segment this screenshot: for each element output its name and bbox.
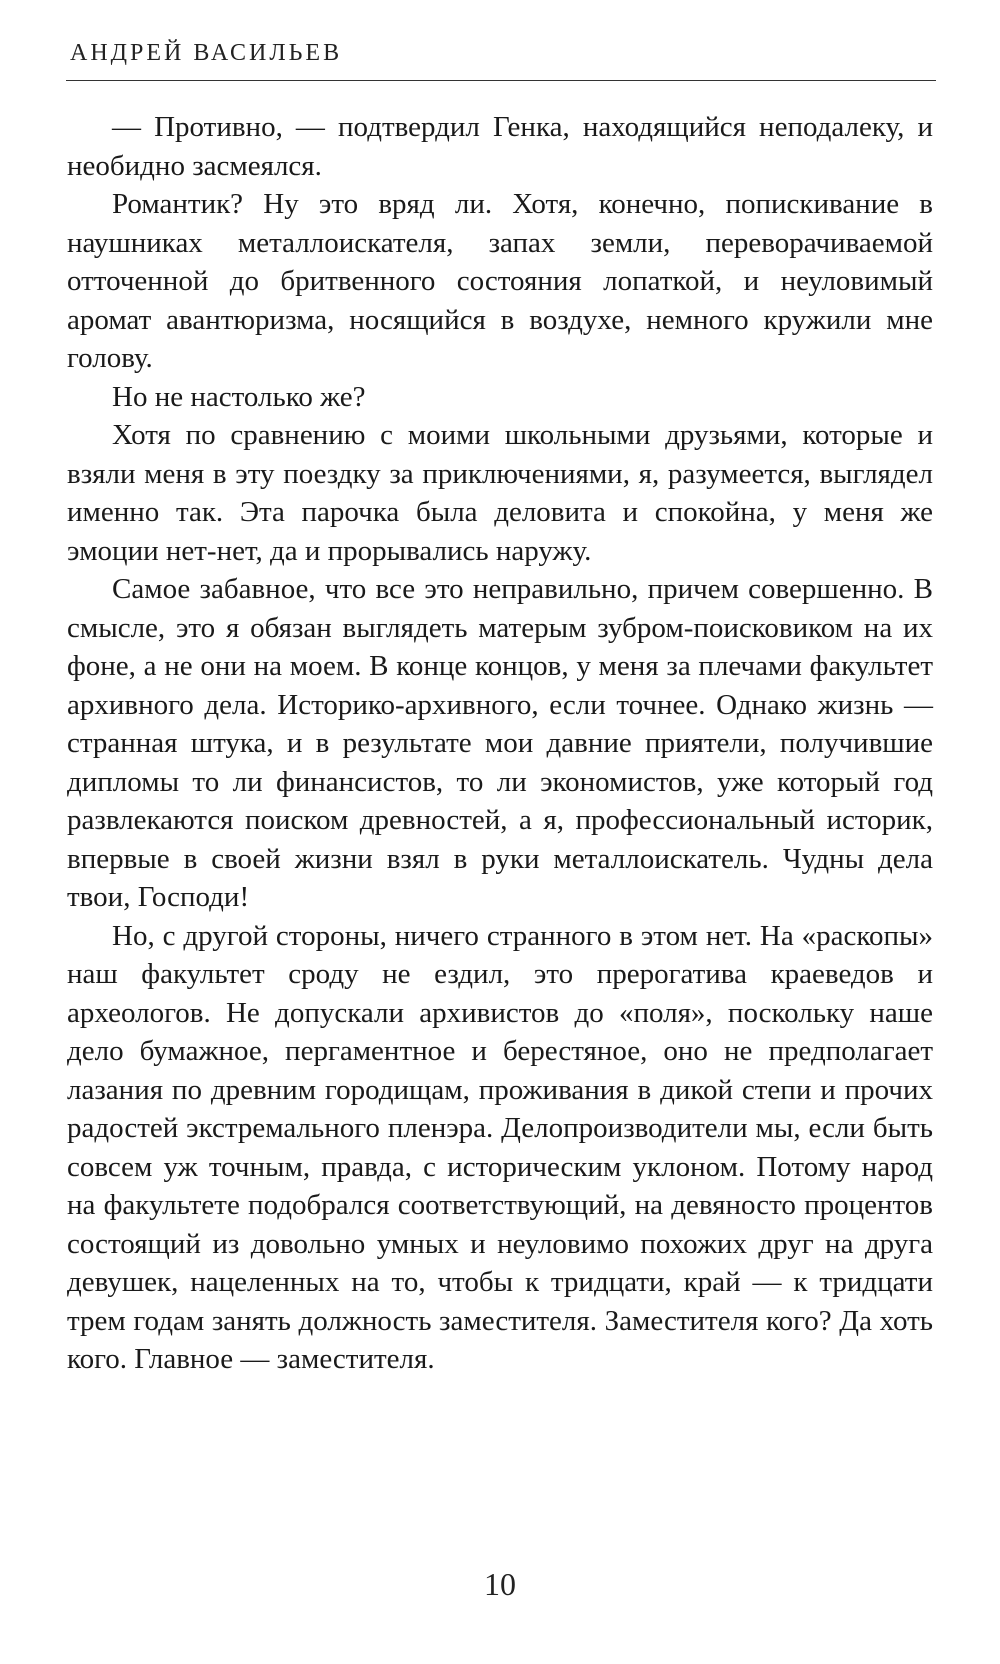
paragraph: Романтик? Ну это вряд ли. Хотя, конечно, попискивание в наушниках металлоискателя, запах земли, переворачиваемой отточенной до бритвенного состояния лопаткой, и неуловимый аромат авантюризма, носящийся в воздухе, немного кружили мне голову. (67, 188, 933, 374)
paragraph: Но не настолько же? (112, 380, 366, 413)
paragraph: Хотя по сравнению с моими школьными друзьями, которые и взяли меня в эту поездку за приключениями, я, разумеется, выглядел именно так. Эта парочка была деловита и спокойна, у меня же эмоции нет-нет, да и прорывались наружу. (67, 419, 933, 567)
paragraph: Но, с другой стороны, ничего странного в этом нет. На «раскопы» наш факультет сроду не ездил, это прерогатива краеведов и археологов. Не допускали архивистов до «поля», поскольку наше дело бумажное, пергаментное и берестяное, оно не предполагает лазания по древним городищам, проживания в дикой степи и прочих радостей экстремального пленэра. Делопроизводители мы, если быть совсем уж точным, правда, с историческим уклоном. Потому народ на факультете подобрался соответствующий, на девяносто процентов состоящий из довольно умных и неуловимо похожих друг на друга девушек, нацеленных на то, чтобы к тридцати, край — к тридцати трем годам занять должность заместителя. Заместителя кого? Да хоть кого. Главное — заместителя. (67, 919, 933, 1375)
running-head-author: АНДРЕЙ ВАСИЛЬЕВ (70, 40, 343, 66)
page-number: 10 (484, 1566, 516, 1602)
header-rule (66, 80, 936, 81)
body-text (67, 108, 933, 1379)
paragraph: — Противно, — подтвердил Генка, находящийся неподалеку, и необидно засмеялся. (67, 111, 933, 182)
paragraph: Самое забавное, что все это неправильно, причем совершенно. В смысле, это я обязан выглядеть матерым зубром-поисковиком на их фоне, а не они на моем. В конце концов, у меня за плечами факультет архивного дела. Историко-архивного, если точнее. Однако жизнь — странная штука, и в результате мои давние приятели, получившие дипломы то ли финансистов, то ли экономистов, уже который год развлекаются поиском древностей, а я, профессиональный историк, впервые в своей жизни взял в руки металлоискатель. Чудны дела твои, Господи! (67, 573, 933, 913)
